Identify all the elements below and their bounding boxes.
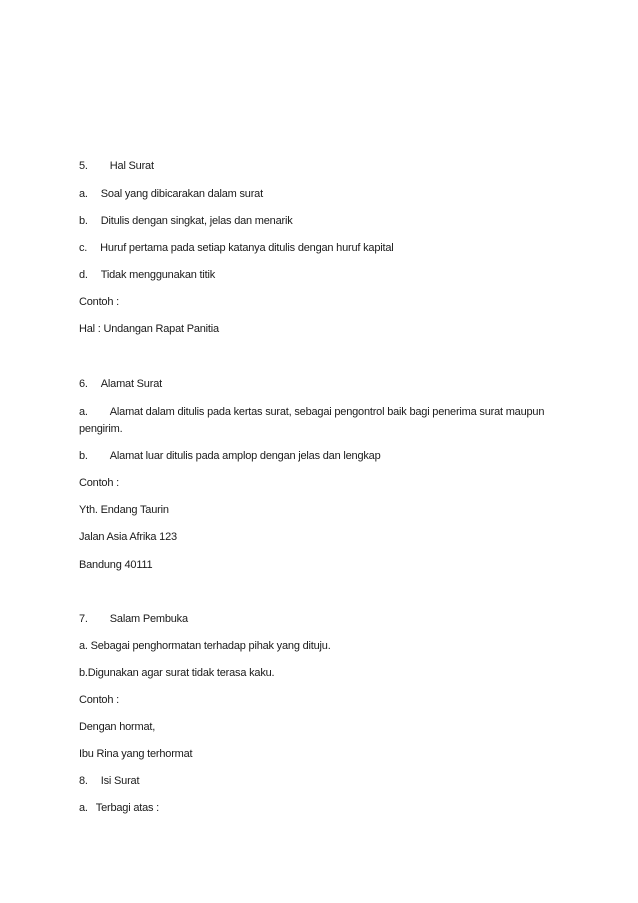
heading-text: Hal Surat (109, 160, 154, 172)
list-item-text: Ditulis dengan singkat, jelas dan menarik (100, 215, 293, 227)
example-line: Hal : Undangan Rapat Panitia (79, 323, 219, 335)
example-label: Contoh : (79, 296, 119, 308)
list-marker: a. (79, 188, 88, 200)
list-item-text: Alamat luar ditulis pada amplop dengan jelas dan lengkap (109, 450, 381, 462)
list-marker: b. (79, 215, 88, 227)
section-6-heading (79, 377, 162, 391)
list-item-text: Tidak menggunakan titik (100, 269, 216, 281)
list-item-text: Huruf pertama pada setiap katanya ditulis dengan huruf kapital (100, 242, 394, 254)
example-label: Contoh : (79, 477, 119, 489)
heading-number: 6. (79, 378, 88, 390)
list-marker: a. (79, 406, 88, 418)
list-item (79, 268, 215, 282)
section-5-heading (79, 159, 154, 173)
list-item (79, 801, 159, 815)
list-item (79, 187, 263, 201)
list-item: b.Digunakan agar surat tidak terasa kaku. (79, 667, 275, 679)
list-item (79, 214, 293, 228)
list-item-text: Alamat dalam ditulis pada kertas surat, sebagai pengontrol baik bagi penerima surat maupun pengirim. (79, 406, 545, 435)
section-7-heading (79, 612, 188, 626)
example-line: Dengan hormat, (79, 721, 156, 733)
example-line: Ibu Rina yang terhormat (79, 748, 193, 760)
list-item: a. Sebagai penghormatan terhadap pihak yang dituju. (79, 640, 331, 652)
heading-number: 5. (79, 160, 88, 172)
example-line: Jalan Asia Afrika 123 (79, 531, 177, 543)
list-item-text: Terbagi atas : (95, 802, 160, 814)
list-marker: d. (79, 269, 88, 281)
list-marker: b. (79, 450, 88, 462)
heading-number: 7. (79, 613, 88, 625)
example-label: Contoh : (79, 694, 119, 706)
example-line: Yth. Endang Taurin (79, 504, 169, 516)
list-item (79, 404, 559, 438)
heading-text: Alamat Surat (100, 378, 162, 390)
list-item (79, 241, 394, 255)
list-item (79, 449, 381, 463)
example-line: Bandung 40111 (79, 559, 153, 571)
heading-text: Salam Pembuka (109, 613, 188, 625)
heading-text: Isi Surat (100, 775, 140, 787)
list-marker: a. (79, 802, 88, 814)
list-marker: c. (79, 242, 88, 254)
section-8-heading (79, 774, 139, 788)
heading-number: 8. (79, 775, 88, 787)
list-item-text: Soal yang dibicarakan dalam surat (100, 188, 263, 200)
